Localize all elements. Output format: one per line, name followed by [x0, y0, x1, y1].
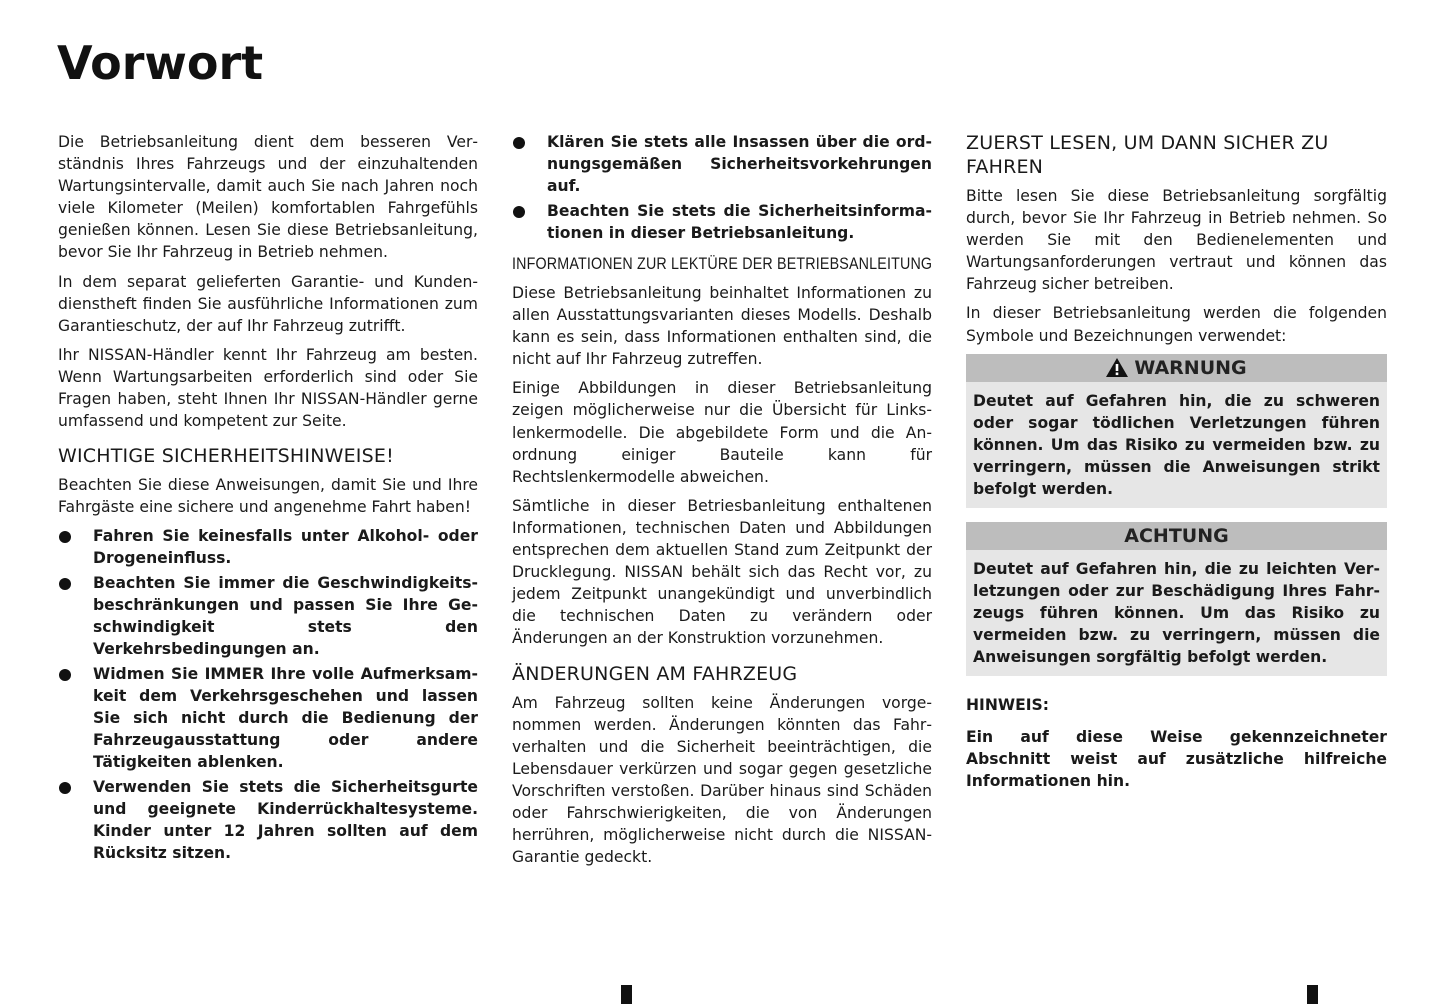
caution-box: [966, 522, 1387, 676]
list-item: [58, 572, 478, 660]
column-2: [512, 131, 932, 875]
safety-list-continued: [512, 131, 932, 244]
intro-paragraph-3: Ihr NISSAN-Händler kennt Ihr Fahrzeug am besten. Wenn Wartungsarbeiten erforderlich sind oder Sie Fragen haben, steht Ihnen Ihr NISSAN-Händler gerne umfassend und kompetent zur Seite.: [58, 345, 478, 431]
page-edge-marker-left: [621, 985, 632, 1004]
warning-triangle-icon: [1106, 358, 1128, 377]
safety-heading: WICHTIGE SICHERHEITSHINWEISE!: [58, 445, 394, 468]
column-1: [58, 131, 478, 872]
bullet-icon: [59, 531, 71, 543]
caution-title: ACHTUNG: [1124, 524, 1229, 547]
list-item: [512, 131, 932, 197]
list-item-text: Klären Sie stets alle Insassen über die ordnungsgemäßen Sicherheitsvorkehrungen auf.: [547, 133, 932, 195]
caution-text: Deutet auf Gefahren hin, die zu leichten Verletzungen oder zur Beschädigung Ihres Fahrzeugs führen können. Um das Risiko zu vermeiden bzw. zu verringern, müssen die Anweisungen sorgfältig befolgt werden.: [973, 559, 1380, 666]
bullet-icon: [513, 137, 525, 149]
note-text: Ein auf diese Weise gekennzeichneter Abschnitt weist auf zusätzliche hilfreiche Informationen hin.: [966, 727, 1387, 790]
note-label: HINWEIS:: [966, 695, 1050, 714]
intro-paragraph-1: Die Betriebsanleitung dient dem besseren Verständnis Ihres Fahrzeugs und der einzuhaltenden Wartungsintervalle, damit auch Sie nach Jahren noch viele Kilometer (Meilen) komfortablen Fahrgefühls genießen können. Lesen Sie diese Betriebsanleitung, bevor Sie Ihr Fahrzeug in Betrieb nehmen.: [58, 133, 478, 262]
warning-header: [966, 354, 1387, 382]
bullet-icon: [59, 782, 71, 794]
list-item: [512, 200, 932, 244]
safety-intro: Beachten Sie diese Anweisungen, damit Sie und Ihre Fahrgäste eine sichere und angenehme Fahrt haben!: [58, 476, 478, 517]
read-first-heading: ZUERST LESEN, UM DANN SICHER ZU FAHREN: [966, 132, 1329, 178]
intro-paragraph-2: In dem separat gelieferten Garantie- und Kundendienstheft finden Sie ausführliche Informationen zum Garantieschutz, der auf Ihr Fahrzeug zutrifft.: [58, 272, 478, 335]
list-item: [58, 525, 478, 569]
column-3: [966, 131, 1387, 792]
list-item-text: Beachten Sie immer die Geschwindigkeitsbeschränkungen und passen Sie Ihre Geschwindigkeit stets den Verkehrsbedingungen an.: [93, 574, 478, 659]
warning-box: [966, 354, 1387, 508]
warning-text: Deutet auf Gefahren hin, die zu schweren oder sogar tödlichen Verletzungen führen können. Um das Risiko zu vermeiden bzw. zu verringern, müssen die Anweisungen strikt befolgt werden.: [973, 391, 1380, 498]
list-item-text: Widmen Sie IMMER Ihre volle Aufmerksamkeit dem Verkehrsgeschehen und lassen Sie sich nicht durch die Bedienung der Fahrzeugausstattung oder andere Tätigkeiten ablenken.: [93, 665, 478, 772]
caution-header: [966, 522, 1387, 550]
warning-title: WARNUNG: [1134, 356, 1247, 379]
info-paragraph-2: Einige Abbildungen in dieser Betriebsanleitung zeigen möglicherweise nur die Übersicht für Linkslenkermodelle. Die abgebildete Form und die Anordnung einiger Bauteile kann für Rechtslenkermodelle abweichen.: [512, 379, 932, 486]
list-item: [58, 663, 478, 773]
safety-list: [58, 525, 478, 864]
changes-paragraph: Am Fahrzeug sollten keine Änderungen vorgenommen werden. Änderungen könnten das Fahrverhalten und die Sicherheit beeinträchtigen, die Lebensdauer verkürzen und sogar gegen gesetzliche Vorschriften verstoßen. Darüber hinaus sind Schäden oder Fahrschwierigkeiten, die von Änderungen herrühren, möglicherweise nicht durch die NISSAN-Garantie gedeckt.: [512, 693, 932, 867]
bullet-icon: [59, 578, 71, 590]
changes-heading: ÄNDERUNGEN AM FAHRZEUG: [512, 662, 798, 685]
list-item-text: Fahren Sie keinesfalls unter Alkohol- oder Drogeneinfluss.: [93, 527, 478, 568]
info-heading: INFORMATIONEN ZUR LEKTÜRE DER BETRIEBSANLEITUNG: [512, 254, 933, 273]
info-paragraph-3: Sämtliche in dieser Betriesbanleitung enthaltenen Informationen, technischen Daten und Abbildungen entsprechen dem aktuellen Stand zum Zeitpunkt der Drucklegung. NISSAN behält sich das Recht vor, zu jedem Zeitpunkt unangekündigt und unverbindlich die technischen Daten zu verändern oder Änderungen an der Konstruktion vorzunehmen.: [512, 496, 932, 648]
list-item: [58, 776, 478, 864]
list-item-text: Verwenden Sie stets die Sicherheitsgurte und geeignete Kinderrückhaltesysteme. Kinder unter 12 Jahren sollten auf dem Rücksitz sitzen.: [93, 778, 478, 863]
bullet-icon: [513, 206, 525, 218]
list-item-text: Beachten Sie stets die Sicherheitsinformationen in dieser Betriebsanleitung.: [547, 202, 932, 242]
page-title: Vorwort: [57, 36, 264, 90]
page-edge-marker-right: [1307, 985, 1318, 1004]
read-paragraph-1: Bitte lesen Sie diese Betriebsanleitung sorgfältig durch, bevor Sie Ihr Fahrzeug in Betrieb nehmen. So werden Sie mit den Bedienelementen und Wartungsanforderungen vertraut und können das Fahrzeug sicher betreiben.: [966, 187, 1387, 294]
read-paragraph-2: In dieser Betriebsanleitung werden die folgenden Symbole und Bezeichnungen verwendet:: [966, 304, 1387, 345]
info-paragraph-1: Diese Betriebsanleitung beinhaltet Informationen zu allen Ausstattungsvarianten dieses Modells. Deshalb kann es sein, dass Informationen enthalten sind, die nicht auf Ihr Fahrzeug zutreffen.: [512, 284, 932, 369]
bullet-icon: [59, 669, 71, 681]
